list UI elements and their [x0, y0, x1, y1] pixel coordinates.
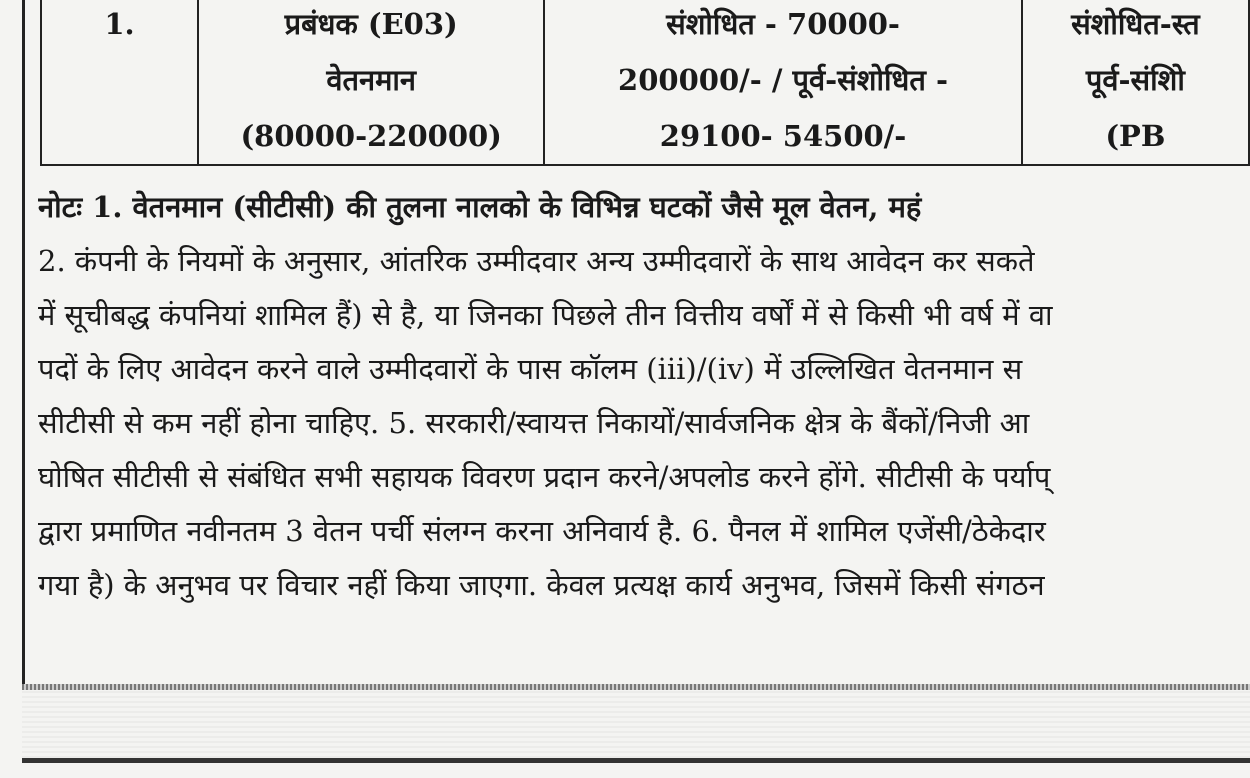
note-line: नोटः 1. वेतनमान (सीटीसी) की तुलना नालको के विभिन्न घटकों जैसे मूल वेतन, महं: [38, 190, 922, 224]
bottom-border-rule: [22, 758, 1250, 763]
note-line: पदों के लिए आवेदन करने वाले उम्मीदवारों के पास कॉलम (iii)/(iv) में उल्लिखित वेतनमान स: [38, 352, 1023, 386]
scale-line: संशोधित-स्त: [1071, 7, 1200, 41]
serial-cell: [41, 0, 198, 165]
scan-noise-area: [22, 690, 1250, 758]
note-line: सीटीसी से कम नहीं होना चाहिए. 5. सरकारी/स्वायत्त निकायों/सार्वजनिक क्षेत्र के बैंकों/निजी आ: [38, 406, 1030, 440]
scale-line: (PB: [1105, 119, 1166, 153]
scale-line: 200000/- / पूर्व-संशोधित -: [618, 63, 949, 97]
note-line: द्वारा प्रमाणित नवीनतम 3 वेतन पर्ची संलग्न करना अनिवार्य है. 6. पैनल में शामिल एजेंसी/ठेकेदार: [38, 514, 1046, 548]
note-line: में सूचीबद्ध कंपनियां शामिल हैं) से है, या जिनका पिछले तीन वित्तीय वर्षों में से किसी भी वर्ष में वा: [38, 298, 1053, 332]
post-line: (80000-220000): [240, 119, 502, 153]
scale-cell-truncated: [1022, 0, 1249, 165]
scale-line: 29100- 54500/-: [659, 119, 907, 153]
post-line: वेतनमान: [326, 63, 417, 97]
left-border-rule: [22, 0, 25, 688]
serial-number: 1.: [104, 7, 135, 41]
note-line: घोषित सीटीसी से संबंधित सभी सहायक विवरण प्रदान करने/अपलोड करने होंगे. सीटीसी के पर्याप्: [38, 460, 1051, 494]
notes-block: [38, 180, 1250, 612]
note-line: 2. कंपनी के नियमों के अनुसार, आंतरिक उम्मीदवार अन्य उम्मीदवारों के साथ आवेदन कर सकते: [38, 244, 1035, 278]
table-row: [41, 0, 1249, 165]
scale-line: संशोधित - 70000-: [666, 7, 900, 41]
post-line: प्रबंधक (E03): [284, 7, 458, 41]
scale-line: पूर्व-संशोि: [1085, 63, 1185, 97]
scale-cell: [544, 0, 1021, 165]
salary-table: [40, 0, 1250, 166]
note-line: गया है) के अनुभव पर विचार नहीं किया जाएगा. केवल प्रत्यक्ष कार्य अनुभव, जिसमें किसी संगठन: [38, 568, 1045, 602]
post-cell: [198, 0, 544, 165]
